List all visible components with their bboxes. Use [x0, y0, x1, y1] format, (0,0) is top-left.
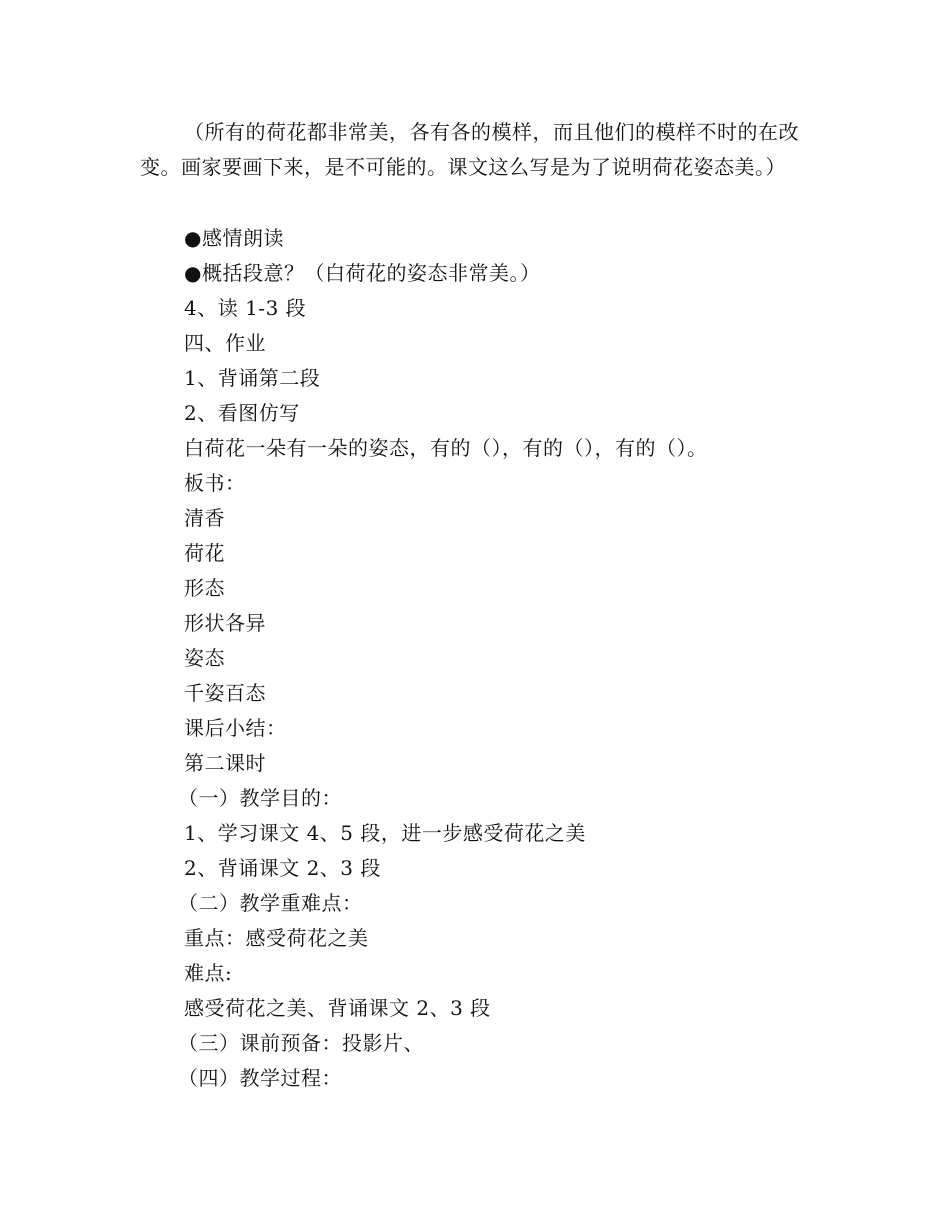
text-line: 感受荷花之美、背诵课文 2、3 段: [184, 996, 491, 1020]
text-line: 课后小结：: [184, 716, 287, 740]
text-line: 形态: [184, 576, 225, 600]
text-line: 白荷花一朵有一朵的姿态，有的（），有的（），有的（）。: [184, 436, 708, 460]
text-line: 千姿百态: [184, 681, 266, 705]
text-line: 荷花: [184, 541, 225, 565]
section-heading: 第二课时: [184, 751, 266, 775]
text-line: 2、背诵课文 2、3 段: [184, 856, 381, 880]
section-heading: （三）课前预备：投影片、: [178, 1031, 424, 1055]
section-heading: 四、作业: [184, 331, 266, 355]
text-line: ●概括段意？（白荷花的姿态非常美。）: [184, 261, 541, 285]
text-line: 姿态: [184, 646, 225, 670]
section-heading: （一）教学目的：: [178, 786, 342, 810]
text-line: 板书：: [184, 471, 246, 495]
text-lines: [178, 221, 708, 1096]
section-heading: （二）教学重难点：: [178, 891, 363, 915]
text-line: 难点:: [184, 961, 233, 985]
text-line: 2、看图仿写: [184, 401, 300, 425]
text-line: 重点：感受荷花之美: [184, 926, 369, 950]
text-line: 4、读 1-3 段: [184, 296, 307, 320]
intro-paragraph: （所有的荷花都非常美，各有各的模样，而且他们的模样不时的在改变。画家要画下来，是不可能的。课文这么写是为了说明荷花姿态美。）: [140, 120, 799, 179]
text-line: 形状各异: [184, 611, 266, 635]
text-line: 1、背诵第二段: [184, 366, 321, 390]
text-line: 1、学习课文 4、5 段，进一步感受荷花之美: [184, 821, 586, 845]
text-line: 清香: [184, 506, 225, 530]
text-line: ●感情朗读: [184, 226, 284, 250]
section-heading: （四）教学过程：: [178, 1066, 342, 1090]
